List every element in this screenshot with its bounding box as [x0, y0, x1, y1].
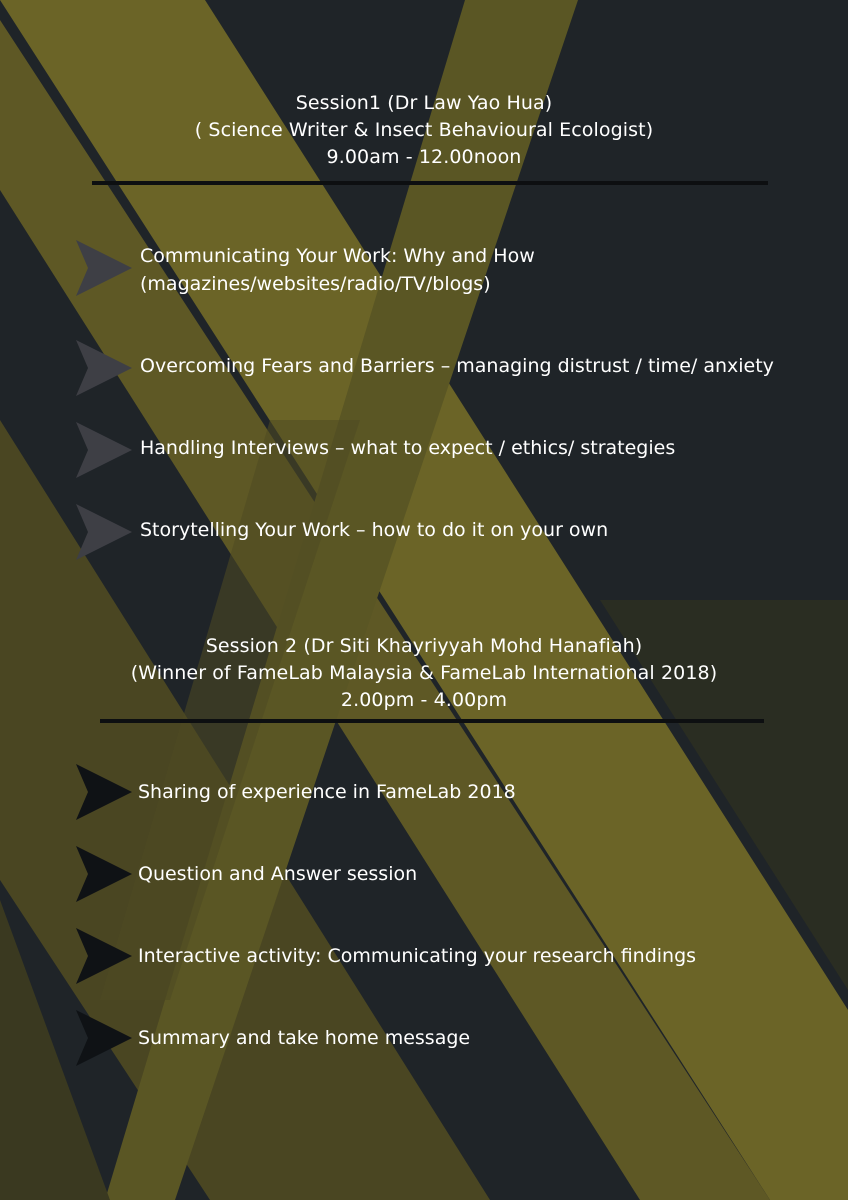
arrow-bullet-icon [76, 928, 132, 984]
session1-divider [92, 181, 768, 185]
arrow-bullet-icon [76, 340, 132, 396]
arrow-bullet-icon [76, 422, 132, 478]
session1-item-1-line2: (magazines/websites/radio/TV/blogs) [140, 273, 491, 295]
session1-item-4-line1: Storytelling Your Work – how to do it on your own [140, 519, 609, 541]
session1-item-1-line1: Communicating Your Work: Why and How [140, 245, 535, 267]
session2-subtitle: (Winner of FameLab Malaysia & FameLab International 2018) [130, 662, 718, 684]
session2-time: 2.00pm - 4.00pm [340, 689, 508, 711]
session1-time: 9.00am - 12.00noon [326, 146, 522, 168]
session2-header [0, 633, 848, 714]
session1-header [0, 90, 848, 171]
session2-item-1-line1: Sharing of experience in FameLab 2018 [138, 781, 516, 803]
arrow-bullet-icon [76, 846, 132, 902]
arrow-bullet-icon [76, 1010, 132, 1066]
session2-title: Session 2 (Dr Siti Khayriyyah Mohd Hanafiah) [205, 635, 643, 657]
session2-item-2-line1: Question and Answer session [138, 863, 418, 885]
session2-item-3-line1: Interactive activity: Communicating your research findings [138, 945, 697, 967]
session2-item-4-line1: Summary and take home message [138, 1027, 471, 1049]
session1-item-3-line1: Handling Interviews – what to expect / ethics/ strategies [140, 437, 676, 459]
session2-divider [100, 719, 764, 723]
session1-subtitle: ( Science Writer & Insect Behavioural Ecologist) [194, 119, 654, 141]
arrow-bullet-icon [76, 764, 132, 820]
arrow-bullet-icon [76, 504, 132, 560]
arrow-bullet-icon [76, 240, 132, 296]
session1-item-2-line1: Overcoming Fears and Barriers – managing distrust / time/ anxiety [140, 355, 774, 377]
session1-title: Session1 (Dr Law Yao Hua) [295, 92, 553, 114]
